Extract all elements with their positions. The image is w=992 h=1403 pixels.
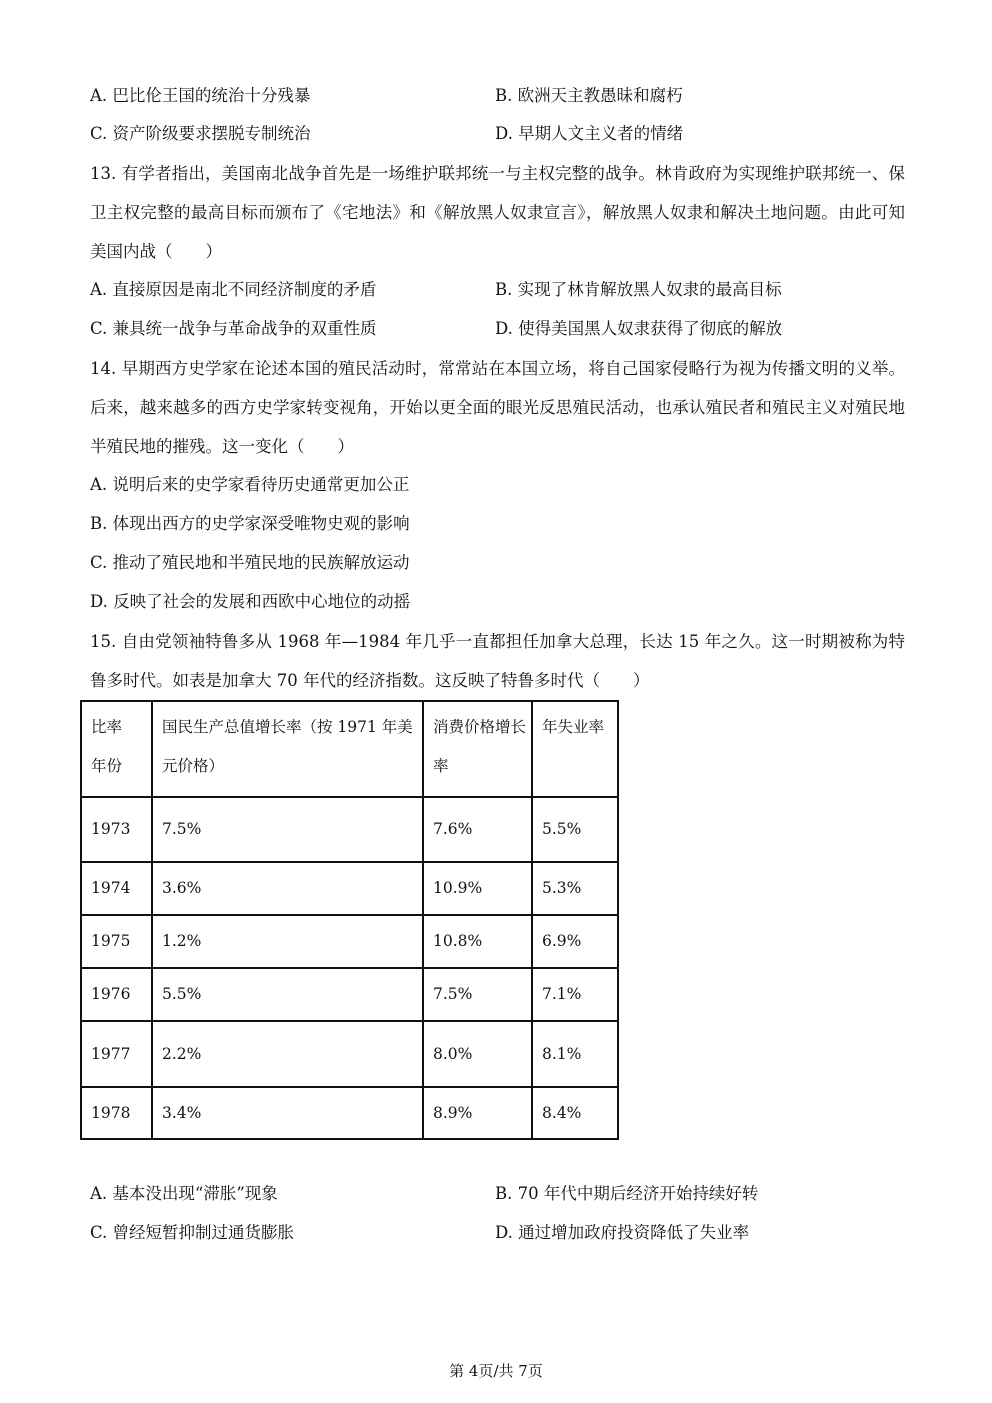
q15-option-c: C. 曾经短暂抑制过通货膨胀 <box>90 1223 295 1242</box>
cell-year: 1975 <box>81 915 152 968</box>
page-footer: 第 4页/共 7页 <box>449 1362 543 1380</box>
table-row <box>81 1087 618 1139</box>
q15-stem: 15. 自由党领袖特鲁多从 1968 年—1984 年几乎一直都担任加拿大总理，长达 15 年之久。这一时期被称为特鲁多时代。如表是加拿大 70 年代的经济指数。这反映了特鲁多时代（ ） <box>90 632 905 690</box>
q15-option-a: A. 基本没出现“滞胀”现象 <box>90 1184 278 1203</box>
cell-year: 1973 <box>81 797 152 862</box>
q13-option-a: A. 直接原因是南北不同经济制度的矛盾 <box>90 280 377 299</box>
table-row <box>81 862 618 915</box>
q14-option-c: C. 推动了殖民地和半殖民地的民族解放运动 <box>90 553 410 572</box>
q13-option-d: D. 使得美国黑人奴隶获得了彻底的解放 <box>495 319 783 338</box>
cell-gnp: 1.2% <box>152 915 423 968</box>
cell-gnp: 3.4% <box>152 1087 423 1139</box>
q12-option-a: A. 巴比伦王国的统治十分残暴 <box>90 86 311 105</box>
header-corner <box>81 701 152 797</box>
cell-gnp: 5.5% <box>152 968 423 1021</box>
q15-option-d: D. 通过增加政府投资降低了失业率 <box>495 1223 750 1242</box>
cell-year: 1976 <box>81 968 152 1021</box>
cell-cpi: 10.9% <box>423 862 532 915</box>
table-row <box>81 797 618 862</box>
q14-option-b: B. 体现出西方的史学家深受唯物史观的影响 <box>90 514 410 533</box>
cell-unemployment: 8.1% <box>532 1021 618 1087</box>
header-unemployment: 年失业率 <box>532 701 618 797</box>
q14-option-d: D. 反映了社会的发展和西欧中心地位的动摇 <box>90 592 411 611</box>
q12-option-d: D. 早期人文主义者的情绪 <box>495 124 684 143</box>
cell-unemployment: 7.1% <box>532 968 618 1021</box>
cell-gnp: 7.5% <box>152 797 423 862</box>
cell-cpi: 7.6% <box>423 797 532 862</box>
table-row <box>81 1021 618 1087</box>
table-row <box>81 915 618 968</box>
q12-option-c: C. 资产阶级要求摆脱专制统治 <box>90 124 311 143</box>
header-corner-top: 比率 <box>91 718 123 736</box>
cell-year: 1978 <box>81 1087 152 1139</box>
cell-cpi: 8.9% <box>423 1087 532 1139</box>
cell-gnp: 3.6% <box>152 862 423 915</box>
q14-option-a: A. 说明后来的史学家看待历史通常更加公正 <box>90 475 410 494</box>
cell-cpi: 7.5% <box>423 968 532 1021</box>
cell-cpi: 10.8% <box>423 915 532 968</box>
q13-option-c: C. 兼具统一战争与革命战争的双重性质 <box>90 319 377 338</box>
cell-unemployment: 5.5% <box>532 797 618 862</box>
cell-cpi: 8.0% <box>423 1021 532 1087</box>
q15-option-b: B. 70 年代中期后经济开始持续好转 <box>495 1184 759 1203</box>
cell-unemployment: 8.4% <box>532 1087 618 1139</box>
q12-option-b: B. 欧洲天主教愚昧和腐朽 <box>495 86 683 105</box>
cell-year: 1977 <box>81 1021 152 1087</box>
table-row <box>81 968 618 1021</box>
cell-unemployment: 5.3% <box>532 862 618 915</box>
table-header-row <box>81 701 618 797</box>
q14-stem: 14. 早期西方史学家在论述本国的殖民活动时，常常站在本国立场，将自己国家侵略行为视为传播文明的义举。后来，越来越多的西方史学家转变视角，开始以更全面的眼光反思殖民活动，也承认殖民者和殖民主义对殖民地半殖民地的摧残。这一变化（ ） <box>90 359 905 456</box>
cell-gnp: 2.2% <box>152 1021 423 1087</box>
q13-stem: 13. 有学者指出，美国南北战争首先是一场维护联邦统一与主权完整的战争。林肯政府为实现维护联邦统一、保卫主权完整的最高目标而颁布了《宅地法》和《解放黑人奴隶宣言》，解放黑人奴隶和解决土地问题。由此可知美国内战（ ） <box>90 164 905 261</box>
cell-year: 1974 <box>81 862 152 915</box>
q13-option-b: B. 实现了林肯解放黑人奴隶的最高目标 <box>495 280 782 299</box>
header-corner-bottom: 年份 <box>91 757 123 775</box>
cell-unemployment: 6.9% <box>532 915 618 968</box>
header-cpi: 消费价格增长率 <box>423 701 532 797</box>
economic-index-table <box>80 700 619 1140</box>
header-gnp: 国民生产总值增长率（按 1971 年美元价格） <box>152 701 423 797</box>
